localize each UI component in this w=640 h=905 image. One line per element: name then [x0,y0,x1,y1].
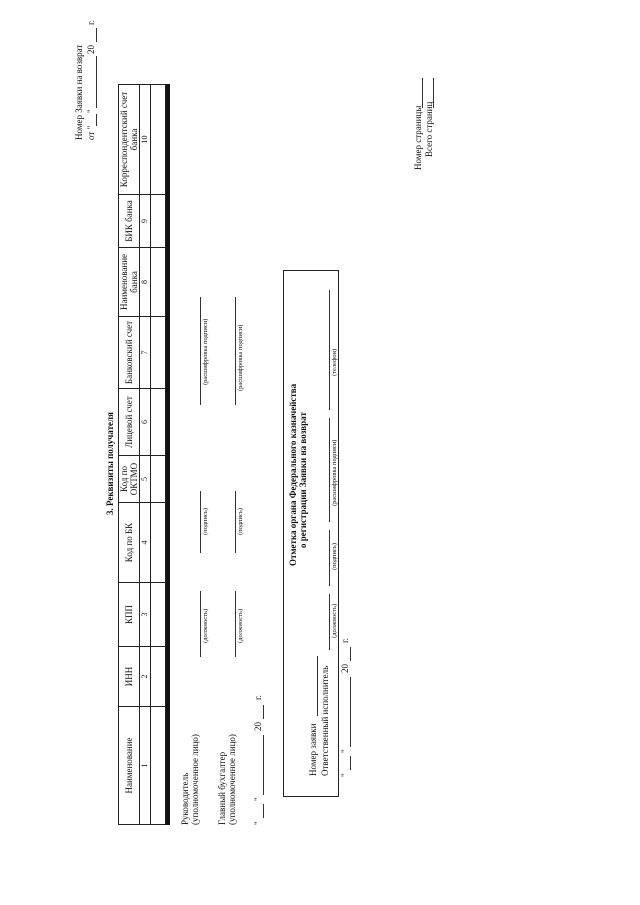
table-bottom-bar [166,85,170,825]
accountant-signature-caption: (подпись) [237,508,244,535]
col-number: 6 [140,389,151,456]
col-number: 3 [140,583,151,647]
head-label: Руководитель [180,772,190,825]
treasury-date: " " 20 г. [340,638,350,777]
col-header-bik: БИК банка [119,195,140,248]
treasury-position-line[interactable] [329,594,330,650]
head-decryption-line[interactable] [200,297,201,405]
treasury-subtitle: о регистрации Заявки на возврат [298,412,308,548]
treasury-position-caption: (должность) [331,603,338,638]
cell-bank-name[interactable] [151,248,166,317]
col-number: 9 [140,195,151,248]
return-request-number-label: Номер Заявки на возврат [74,44,84,140]
page-number-line[interactable] [422,78,423,108]
col-number: 2 [140,647,151,707]
col-header-bank-name: Наименование банка [119,248,140,317]
treasury-signature-line[interactable] [329,530,330,586]
cell-name[interactable] [151,707,166,825]
col-number: 4 [140,503,151,583]
col-header-bank-account: Банковский счет [119,317,140,389]
accountant-position-caption: (должность) [237,608,244,643]
col-header-kbk: Код по БК [119,503,140,583]
accountant-signature-line[interactable] [235,491,236,553]
cell-kbk[interactable] [151,503,166,583]
accountant-position-line[interactable] [235,591,236,657]
col-header-oktmo: Код по ОКТМО [119,456,140,503]
accountant-label: Главный бухгалтер [217,751,227,825]
treasury-signature-caption: (подпись) [331,543,338,570]
total-pages-line[interactable] [433,78,434,108]
treasury-request-number-line[interactable] [317,656,318,716]
head-sublabel: (уполномоченное лицо) [190,734,200,825]
cell-personal-account[interactable] [151,389,166,456]
col-header-corr-account: Корреспондентский счет банка [119,85,140,195]
col-header-kpp: КПП [119,583,140,647]
col-number: 8 [140,248,151,317]
treasury-phone-line[interactable] [329,290,330,410]
accountant-decryption-line[interactable] [235,297,236,405]
head-signature-caption: (подпись) [202,508,209,535]
treasury-registration-box [283,270,339,797]
head-decryption-caption: (расшифровка подписи) [202,318,209,385]
col-number: 10 [140,85,151,195]
cell-bank-account[interactable] [151,317,166,389]
col-number: 7 [140,317,151,389]
cell-bik[interactable] [151,195,166,248]
signatures-date: " " 20 г. [253,695,263,825]
treasury-decryption-caption: (расшифровка подписи) [331,439,338,506]
col-header-name: Наименование [119,707,140,825]
col-number: 1 [140,707,151,825]
cell-kpp[interactable] [151,583,166,647]
head-signature-line[interactable] [200,491,201,553]
treasury-title: Отметка органа Федерального казначейства [288,383,298,566]
cell-inn[interactable] [151,647,166,707]
table-header-row [119,85,140,825]
treasury-executor-label: Ответственный исполнитель [320,665,330,776]
cell-oktmo[interactable] [151,456,166,503]
accountant-decryption-caption: (расшифровка подписи) [237,324,244,391]
table-row [151,85,166,825]
treasury-decryption-line[interactable] [329,418,330,522]
col-number: 5 [140,456,151,503]
head-position-line[interactable] [200,591,201,657]
cell-corr-account[interactable] [151,85,166,195]
recipient-requisites-table [118,84,170,825]
accountant-sublabel: (уполномоченное лицо) [227,734,237,825]
head-position-caption: (должность) [202,608,209,643]
total-pages-label: Всего страниц [424,101,434,157]
page-number-label: Номер страницы [413,105,423,170]
col-header-personal-account: Лицевой счет [119,389,140,456]
treasury-phone-caption: (телефон) [331,348,338,376]
section-title: 3. Реквизиты получателя [105,412,115,515]
table-number-row [140,85,151,825]
col-header-inn: ИНН [119,647,140,707]
return-request-date: от " " 20 г. [86,20,96,140]
treasury-request-number-label: Номер заявки [308,723,318,776]
